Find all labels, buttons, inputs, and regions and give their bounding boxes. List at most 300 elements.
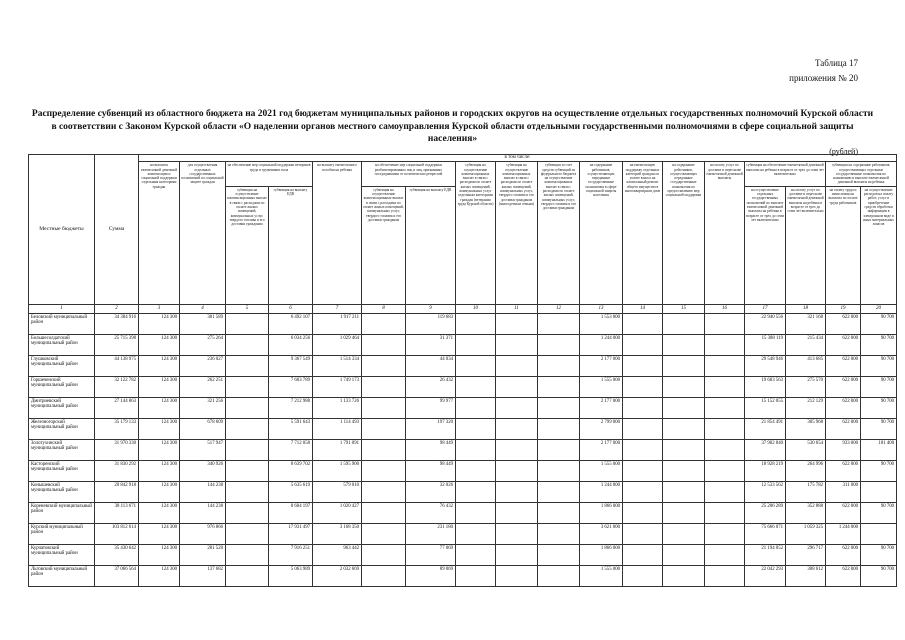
value-cell: 124 300 xyxy=(139,460,180,481)
value-cell xyxy=(705,376,745,397)
budget-name-cell: Дмитриевский муниципальный район xyxy=(29,397,95,418)
value-cell: 37 066 564 xyxy=(95,565,139,586)
value-cell: 2 177 000 xyxy=(580,355,623,376)
value-cell: 124 300 xyxy=(139,439,180,460)
value-cell: 1 029 464 xyxy=(313,334,362,355)
value-cell: 622 000 xyxy=(826,502,861,523)
col-group-staff: субвенция на содержание работников, осуществляющих отдельные государственные полномочия по назначению и выплате ежемесячной денежной выплаты на ребенка xyxy=(826,162,897,186)
value-cell xyxy=(663,376,705,397)
value-cell xyxy=(496,397,538,418)
value-cell xyxy=(456,334,496,355)
value-cell xyxy=(623,460,663,481)
value-cell xyxy=(362,439,406,460)
value-cell: 413 685 xyxy=(786,355,826,376)
value-cell xyxy=(496,376,538,397)
value-cell: 90 700 xyxy=(861,544,897,565)
value-cell xyxy=(623,502,663,523)
value-cell: 1 059 325 xyxy=(786,523,826,544)
value-cell xyxy=(705,334,745,355)
col-header-10: субвенция на осуществление компенсационных выплат в связи с расходами по оплате жилых помещений, коммунальных услуг отдельным категориям граждан (ветеранам труда Курской области) xyxy=(456,162,496,304)
value-cell: 340 926 xyxy=(180,460,226,481)
value-cell xyxy=(861,523,897,544)
value-cell: 321 168 xyxy=(786,313,826,334)
value-cell xyxy=(226,460,269,481)
value-cell xyxy=(705,481,745,502)
column-number: 8 xyxy=(362,304,406,313)
value-cell: 18 928 219 xyxy=(745,460,786,481)
value-cell: 622 000 xyxy=(826,355,861,376)
column-number: 9 xyxy=(406,304,456,313)
value-cell: 137 682 xyxy=(180,565,226,586)
budget-name-cell: Курский муниципальный район xyxy=(29,523,95,544)
value-cell: 1 553 000 xyxy=(580,313,623,334)
value-cell xyxy=(362,397,406,418)
value-cell: 90 700 xyxy=(861,460,897,481)
value-cell: 2 177 000 xyxy=(580,439,623,460)
column-number: 7 xyxy=(313,304,362,313)
value-cell: 1 555 000 xyxy=(580,565,623,586)
value-cell xyxy=(362,565,406,586)
value-cell: 963 442 xyxy=(313,544,362,565)
value-cell xyxy=(362,481,406,502)
col-group-repressed: на обеспечение мер социальной поддержки реабилитированных лиц и лиц, признанных пострадавшими от политических репрессий xyxy=(362,162,456,186)
col-group-veterans: на обеспечение мер социальной поддержки ветеранов труда и тружеников тыла xyxy=(226,162,313,186)
value-cell: 90 700 xyxy=(861,313,897,334)
value-cell: 530 654 xyxy=(786,439,826,460)
value-cell xyxy=(663,544,705,565)
value-cell xyxy=(538,418,580,439)
value-cell xyxy=(362,523,406,544)
value-cell xyxy=(623,397,663,418)
value-cell: 352 888 xyxy=(786,502,826,523)
value-cell xyxy=(663,523,705,544)
value-cell: 144 238 xyxy=(180,481,226,502)
value-cell xyxy=(705,523,745,544)
value-cell xyxy=(496,544,538,565)
value-cell: 15 388 119 xyxy=(745,334,786,355)
value-cell xyxy=(705,313,745,334)
table-row xyxy=(29,481,897,502)
value-cell: 124 300 xyxy=(139,418,180,439)
value-cell xyxy=(538,313,580,334)
column-number: 20 xyxy=(861,304,897,313)
value-cell xyxy=(456,439,496,460)
table-row xyxy=(29,523,897,544)
value-cell: 308 612 xyxy=(786,565,826,586)
column-number: 15 xyxy=(663,304,705,313)
value-cell xyxy=(456,565,496,586)
value-cell xyxy=(663,565,705,586)
value-cell xyxy=(496,523,538,544)
value-cell xyxy=(538,355,580,376)
value-cell: 622 000 xyxy=(826,376,861,397)
table-row xyxy=(29,355,897,376)
budget-name-cell: Горшеченский муниципальный район xyxy=(29,376,95,397)
value-cell xyxy=(496,481,538,502)
value-cell: 124 300 xyxy=(139,523,180,544)
column-number: 18 xyxy=(786,304,826,313)
budget-name-cell: Железногорский муниципальный район xyxy=(29,418,95,439)
value-cell: 933 000 xyxy=(826,439,861,460)
value-cell: 622 000 xyxy=(826,418,861,439)
col-header-11: субвенция на осуществление компенсационных выплат в связи с расходами по оплате жилых помещений, коммунальных услуг, твердого топлива и его доставки гражданам (многодетным семьям) xyxy=(496,162,538,304)
col-header-7: на выплату ежемесячного пособия на ребенка xyxy=(313,162,362,304)
value-cell xyxy=(362,502,406,523)
value-cell xyxy=(663,481,705,502)
value-cell: 7 212 988 xyxy=(269,397,313,418)
table-row xyxy=(29,313,897,334)
value-cell: 321 256 xyxy=(180,397,226,418)
subsidy-table xyxy=(28,154,897,587)
value-cell xyxy=(623,418,663,439)
value-cell: 21 854 491 xyxy=(745,418,786,439)
value-cell xyxy=(226,418,269,439)
table-row xyxy=(29,439,897,460)
column-number: 5 xyxy=(226,304,269,313)
col-header-4: для осуществления отдельных государственных полномочий по социальной защите граждан xyxy=(180,162,226,304)
value-cell xyxy=(496,418,538,439)
value-cell: 90 700 xyxy=(861,418,897,439)
value-cell xyxy=(623,523,663,544)
value-cell: 90 700 xyxy=(861,334,897,355)
value-cell xyxy=(496,502,538,523)
value-cell: 3 168 350 xyxy=(313,523,362,544)
value-cell: 1 866 000 xyxy=(580,502,623,523)
value-cell xyxy=(456,418,496,439)
value-cell: 281 520 xyxy=(180,544,226,565)
value-cell: 90 700 xyxy=(861,502,897,523)
value-cell: 1 514 334 xyxy=(313,355,362,376)
value-cell xyxy=(663,460,705,481)
value-cell: 103 812 614 xyxy=(95,523,139,544)
value-cell xyxy=(226,565,269,586)
value-cell: 27 144 863 xyxy=(95,397,139,418)
value-cell xyxy=(226,397,269,418)
value-cell: 1 244 000 xyxy=(580,334,623,355)
value-cell: 90 700 xyxy=(861,376,897,397)
value-cell: 98 449 xyxy=(406,439,456,460)
column-number: 16 xyxy=(705,304,745,313)
column-number: 6 xyxy=(269,304,313,313)
col-header-3: на выплаты ежемесячной денежной компенсации и социальной поддержки отдельным категориям граждан xyxy=(139,162,180,304)
value-cell: 622 000 xyxy=(826,460,861,481)
value-cell: 2 177 000 xyxy=(580,397,623,418)
value-cell: 90 700 xyxy=(861,397,897,418)
budget-name-cell: Кореневский муниципальный район xyxy=(29,502,95,523)
value-cell xyxy=(496,334,538,355)
value-cell: 124 300 xyxy=(139,481,180,502)
col-header-18: на оплату услуг по доставке и пересылке ежемесячной денежной выплаты на ребенка в возрасте от трех до семи лет включительно xyxy=(786,186,826,304)
value-cell xyxy=(705,418,745,439)
value-cell: 15 152 055 xyxy=(745,397,786,418)
value-cell: 37 902 840 xyxy=(745,439,786,460)
column-number: 10 xyxy=(456,304,496,313)
value-cell: 75 666 071 xyxy=(745,523,786,544)
value-cell xyxy=(663,418,705,439)
value-cell xyxy=(705,397,745,418)
column-numbers-row xyxy=(29,304,897,313)
value-cell: 622 000 xyxy=(826,334,861,355)
value-cell: 6 492 107 xyxy=(269,313,313,334)
value-cell: 5 635 619 xyxy=(269,481,313,502)
value-cell xyxy=(538,460,580,481)
value-cell: 17 931 497 xyxy=(269,523,313,544)
value-cell: 264 996 xyxy=(786,460,826,481)
col-header-20: на осуществление расходов на оплату работ, услуг и приобретение средств обработки информации в электронном виде и иных материальных запасов xyxy=(861,186,897,304)
value-cell: 124 300 xyxy=(139,565,180,586)
value-cell: 99 977 xyxy=(406,397,456,418)
value-cell xyxy=(456,355,496,376)
value-cell: 622 000 xyxy=(826,313,861,334)
unit-label: (рублей) xyxy=(829,147,858,156)
value-cell xyxy=(496,460,538,481)
value-cell: 305 968 xyxy=(786,418,826,439)
value-cell: 579 010 xyxy=(313,481,362,502)
table-row xyxy=(29,397,897,418)
value-cell: 1 866 000 xyxy=(580,544,623,565)
value-cell xyxy=(538,481,580,502)
value-cell xyxy=(538,523,580,544)
value-cell: 124 300 xyxy=(139,544,180,565)
value-cell xyxy=(538,502,580,523)
appendix-label: приложения № 20 xyxy=(789,73,858,83)
value-cell: 35 179 133 xyxy=(95,418,139,439)
value-cell: 31 830 292 xyxy=(95,460,139,481)
value-cell: 9 367 549 xyxy=(269,355,313,376)
col-group-child: субвенция на обеспечение ежемесячной денежной выплаты на ребенка в возрасте от трех до семи лет включительно xyxy=(745,162,826,186)
value-cell: 678 609 xyxy=(180,418,226,439)
value-cell: 124 300 xyxy=(139,313,180,334)
value-cell xyxy=(705,460,745,481)
table-row xyxy=(29,334,897,355)
value-cell xyxy=(663,334,705,355)
value-cell: 76 432 xyxy=(406,502,456,523)
col-header-17: на осуществление отдельных государственных полномочий по выплате ежемесячной денежной выплаты на ребенка в возрасте от трех до семи лет включительно xyxy=(745,186,786,304)
value-cell: 44 034 xyxy=(406,355,456,376)
value-cell: 34 384 916 xyxy=(95,313,139,334)
value-cell: 301 589 xyxy=(180,313,226,334)
value-cell: 622 000 xyxy=(826,397,861,418)
value-cell xyxy=(705,439,745,460)
value-cell xyxy=(705,355,745,376)
value-cell: 90 700 xyxy=(861,355,897,376)
value-cell: 2 032 669 xyxy=(313,565,362,586)
value-cell: 175 782 xyxy=(786,481,826,502)
value-cell xyxy=(456,397,496,418)
col-header-6: субвенция на выплату ЕДВ xyxy=(269,186,313,304)
value-cell: 296 717 xyxy=(786,544,826,565)
value-cell: 22 940 556 xyxy=(745,313,786,334)
value-cell xyxy=(623,313,663,334)
col-header-5: субвенция на осуществление компенсационных выплат в связи с расходами по оплате жилых помещений, коммунальных услуг, твердого топлива и его доставки гражданам xyxy=(226,186,269,304)
value-cell: 8 639 702 xyxy=(269,460,313,481)
value-cell: 20 842 918 xyxy=(95,481,139,502)
value-cell xyxy=(623,334,663,355)
value-cell: 38 113 671 xyxy=(95,502,139,523)
table-row xyxy=(29,565,897,586)
column-number: 2 xyxy=(95,304,139,313)
value-cell: 1 595 900 xyxy=(313,460,362,481)
table-row xyxy=(29,460,897,481)
column-number: 13 xyxy=(580,304,623,313)
column-number: 11 xyxy=(496,304,538,313)
value-cell: 1 244 000 xyxy=(826,523,861,544)
budget-name-cell: Большесолдатский муниципальный район xyxy=(29,334,95,355)
value-cell xyxy=(705,502,745,523)
value-cell: 1 749 173 xyxy=(313,376,362,397)
col-header-12: субвенция за счет средств субвенций из федерального бюджета на осуществление компенсационных выплат в связи с расходами по оплате жилых помещений, коммунальных услуг, твердого топлива и его доставки гражданам xyxy=(538,162,580,304)
value-cell xyxy=(663,439,705,460)
value-cell xyxy=(226,334,269,355)
value-cell: 517 947 xyxy=(180,439,226,460)
value-cell: 2 799 000 xyxy=(580,418,623,439)
value-cell: 32 026 xyxy=(406,481,456,502)
value-cell: 1 244 000 xyxy=(580,481,623,502)
budget-name-cell: Золотухинский муниципальный район xyxy=(29,439,95,460)
value-cell xyxy=(226,523,269,544)
value-cell xyxy=(456,502,496,523)
value-cell: 622 000 xyxy=(826,544,861,565)
value-cell: 5 591 643 xyxy=(269,418,313,439)
value-cell xyxy=(496,439,538,460)
value-cell xyxy=(861,481,897,502)
value-cell: 7 712 058 xyxy=(269,439,313,460)
value-cell xyxy=(663,355,705,376)
value-cell xyxy=(362,313,406,334)
column-number: 3 xyxy=(139,304,180,313)
value-cell xyxy=(623,565,663,586)
table-row xyxy=(29,502,897,523)
value-cell xyxy=(623,544,663,565)
value-cell: 90 700 xyxy=(861,565,897,586)
value-cell xyxy=(226,313,269,334)
value-cell xyxy=(226,481,269,502)
value-cell xyxy=(226,502,269,523)
value-cell: 976 866 xyxy=(180,523,226,544)
value-cell xyxy=(456,523,496,544)
value-cell: 25 206 289 xyxy=(745,502,786,523)
budget-name-cell: Льговский муниципальный район xyxy=(29,565,95,586)
value-cell: 77 069 xyxy=(406,544,456,565)
value-cell: 124 300 xyxy=(139,355,180,376)
column-number: 1 xyxy=(29,304,95,313)
value-cell xyxy=(362,376,406,397)
value-cell xyxy=(538,439,580,460)
value-cell: 144 238 xyxy=(180,502,226,523)
value-cell: 275 570 xyxy=(786,376,826,397)
value-cell xyxy=(226,439,269,460)
value-cell: 212 129 xyxy=(786,397,826,418)
value-cell: 5 063 989 xyxy=(269,565,313,586)
value-cell xyxy=(226,355,269,376)
value-cell: 181 400 xyxy=(861,439,897,460)
column-number: 4 xyxy=(180,304,226,313)
budget-name-cell: Курчатовский муниципальный район xyxy=(29,544,95,565)
value-cell xyxy=(623,355,663,376)
column-number: 17 xyxy=(745,304,786,313)
value-cell: 622 000 xyxy=(826,565,861,586)
col-header-9: субвенция на выплату ЕДВ xyxy=(406,186,456,304)
value-cell xyxy=(362,544,406,565)
col-header-8: субвенция на осуществление компенсационных выплат в связи с расходами по оплате жилых помещений, коммунальных услуг, твердого топлива и его доставки гражданам xyxy=(362,186,406,304)
col-header-15: на содержание работников, осуществляющих переданные государственные полномочия по предоставлению мер социальной поддержки xyxy=(663,162,705,304)
value-cell: 31 970 330 xyxy=(95,439,139,460)
table-row xyxy=(29,544,897,565)
value-cell: 1 020 427 xyxy=(313,502,362,523)
value-cell: 215 434 xyxy=(786,334,826,355)
value-cell: 275 264 xyxy=(180,334,226,355)
value-cell: 6 034 256 xyxy=(269,334,313,355)
value-cell xyxy=(496,313,538,334)
value-cell: 1 555 000 xyxy=(580,460,623,481)
table-number: Таблица 17 xyxy=(815,58,858,68)
value-cell: 262 251 xyxy=(180,376,226,397)
value-cell xyxy=(623,481,663,502)
value-cell xyxy=(456,544,496,565)
value-cell xyxy=(538,544,580,565)
value-cell xyxy=(226,544,269,565)
value-cell xyxy=(705,544,745,565)
document-title: Распределение субвенций из областного бюджета на 2021 год бюджетам муниципальных районов и городских округов на осуществление отдельных государственных полномочий Курской области в соответствии с Законом Курской области «О наделении органов местного самоуправления Курской области отдельными государственными полномочиями в сфере социальной защиты населения» xyxy=(31,109,874,144)
col-header-13: на содержание работников, осуществляющих переданные государственные полномочия в сфере социальной защиты населения xyxy=(580,162,623,304)
value-cell: 98 449 xyxy=(406,460,456,481)
value-cell xyxy=(663,502,705,523)
value-cell: 22 042 293 xyxy=(745,565,786,586)
value-cell: 31 371 xyxy=(406,334,456,355)
value-cell xyxy=(663,313,705,334)
value-cell: 35 430 642 xyxy=(95,544,139,565)
value-cell: 26 432 xyxy=(406,376,456,397)
col-header-sum: Сумма xyxy=(95,155,139,305)
value-cell xyxy=(538,397,580,418)
value-cell xyxy=(362,418,406,439)
value-cell xyxy=(362,460,406,481)
value-cell: 44 138 975 xyxy=(95,355,139,376)
value-cell xyxy=(623,439,663,460)
value-cell xyxy=(623,376,663,397)
value-cell: 32 122 782 xyxy=(95,376,139,397)
value-cell: 124 300 xyxy=(139,502,180,523)
value-cell: 1 555 000 xyxy=(580,376,623,397)
col-header-incl: в том числе: xyxy=(139,155,897,162)
value-cell xyxy=(496,355,538,376)
value-cell: 197 320 xyxy=(406,418,456,439)
value-cell xyxy=(538,565,580,586)
value-cell: 25 715 398 xyxy=(95,334,139,355)
value-cell xyxy=(226,376,269,397)
col-header-name: Местные бюджеты xyxy=(29,155,95,305)
col-header-16: на оплату услуг по доставке и пересылке ежемесячной денежной выплаты xyxy=(705,162,745,304)
value-cell xyxy=(496,565,538,586)
value-cell: 1 114 493 xyxy=(313,418,362,439)
column-number: 19 xyxy=(826,304,861,313)
col-header-14: на ежемесячную поддержку отдельных категорий граждан по уплате взноса на капитальный ремонт общего имущества в многоквартирном доме xyxy=(623,162,663,304)
value-cell: 8 604 197 xyxy=(269,502,313,523)
value-cell: 21 194 052 xyxy=(745,544,786,565)
value-cell xyxy=(456,376,496,397)
budget-name-cell: Касторенский муниципальный район xyxy=(29,460,95,481)
value-cell xyxy=(705,565,745,586)
budget-name-cell: Беловский муниципальный район xyxy=(29,313,95,334)
value-cell xyxy=(456,460,496,481)
value-cell: 3 621 000 xyxy=(580,523,623,544)
value-cell: 7 916 251 xyxy=(269,544,313,565)
budget-name-cell: Глушковский муниципальный район xyxy=(29,355,95,376)
value-cell: 124 300 xyxy=(139,334,180,355)
value-cell: 29 548 946 xyxy=(745,355,786,376)
value-cell: 12 533 562 xyxy=(745,481,786,502)
column-number: 14 xyxy=(623,304,663,313)
